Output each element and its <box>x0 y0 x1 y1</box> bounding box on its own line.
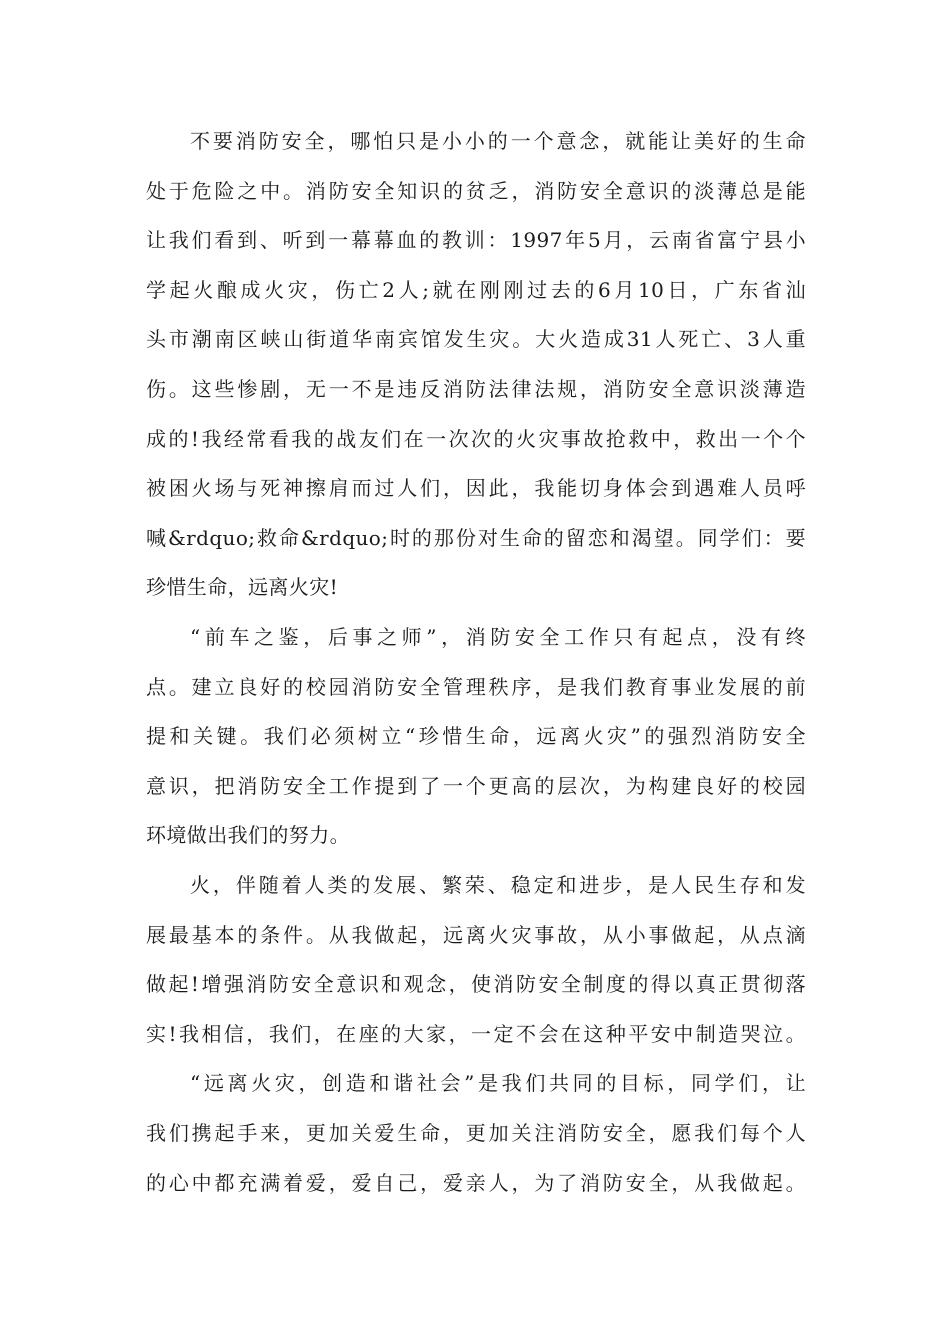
paragraph-line: “前车之鉴，后事之师”，消防安全工作只有起点，没有终 <box>190 625 806 649</box>
paragraph-line: 处于危险之中。消防安全知识的贫乏，消防安全意识的淡薄总是能 <box>146 178 806 203</box>
paragraph-line: 提和关键。我们必须树立“珍惜生命，远离火灾”的强烈消防安全 <box>146 724 806 749</box>
paragraph-line: 做起!增强消防安全意识和观念，使消防安全制度的得以真正贯彻落 <box>146 972 806 997</box>
paragraph-line: 的心中都充满着爱，爱自己，爱亲人，为了消防安全，从我做起。 <box>146 1170 806 1195</box>
paragraph-line: 我们携起手来，更加关爱生命，更加关注消防安全，愿我们每个人 <box>146 1121 806 1145</box>
paragraph-line: 不要消防安全，哪怕只是小小的一个意念，就能让美好的生命 <box>190 129 806 153</box>
paragraph-line: 点。建立良好的校园消防安全管理秩序，是我们教育事业发展的前 <box>146 674 806 699</box>
paragraph-line: 让我们看到、听到一幕幕血的教训：1997年5月，云南省富宁县小 <box>146 228 806 253</box>
paragraph-line: 实!我相信，我们，在座的大家，一定不会在这种平安中制造哭泣。 <box>146 1021 806 1046</box>
paragraph-line: “远离火灾，创造和谐社会”是我们共同的目标，同学们，让 <box>190 1071 806 1096</box>
paragraph-line: 珍惜生命，远离火灾! <box>146 575 339 600</box>
paragraph-line: 成的!我经常看我的战友们在一次次的火灾事故抢救中，救出一个个 <box>146 426 806 451</box>
paragraph-line: 火，伴随着人类的发展、繁荣、稳定和进步，是人民生存和发 <box>190 873 806 897</box>
paragraph-line: 展最基本的条件。从我做起，远离火灾事故，从小事做起，从点滴 <box>146 922 806 947</box>
paragraph-line: 学起火酿成火灾，伤亡2人;就在刚刚过去的6月10日，广东省汕 <box>146 277 806 302</box>
paragraph-line: 头市潮南区峡山街道华南宾馆发生灾。大火造成31人死亡、3人重 <box>146 327 806 352</box>
paragraph-line: 伤。这些惨剧，无一不是违反消防法律法规，消防安全意识淡薄造 <box>146 377 806 401</box>
paragraph-line: 意识，把消防安全工作提到了一个更高的层次，为构建良好的校园 <box>146 773 806 798</box>
paragraph-line: 环境做出我们的努力。 <box>146 823 350 848</box>
paragraph-line: 被困火场与死神擦肩而过人们，因此，我能切身体会到遇难人员呼 <box>146 476 806 501</box>
paragraph-line: 喊&rdquo;救命&rdquo;时的那份对生命的留恋和渴望。同学们：要 <box>146 525 806 550</box>
